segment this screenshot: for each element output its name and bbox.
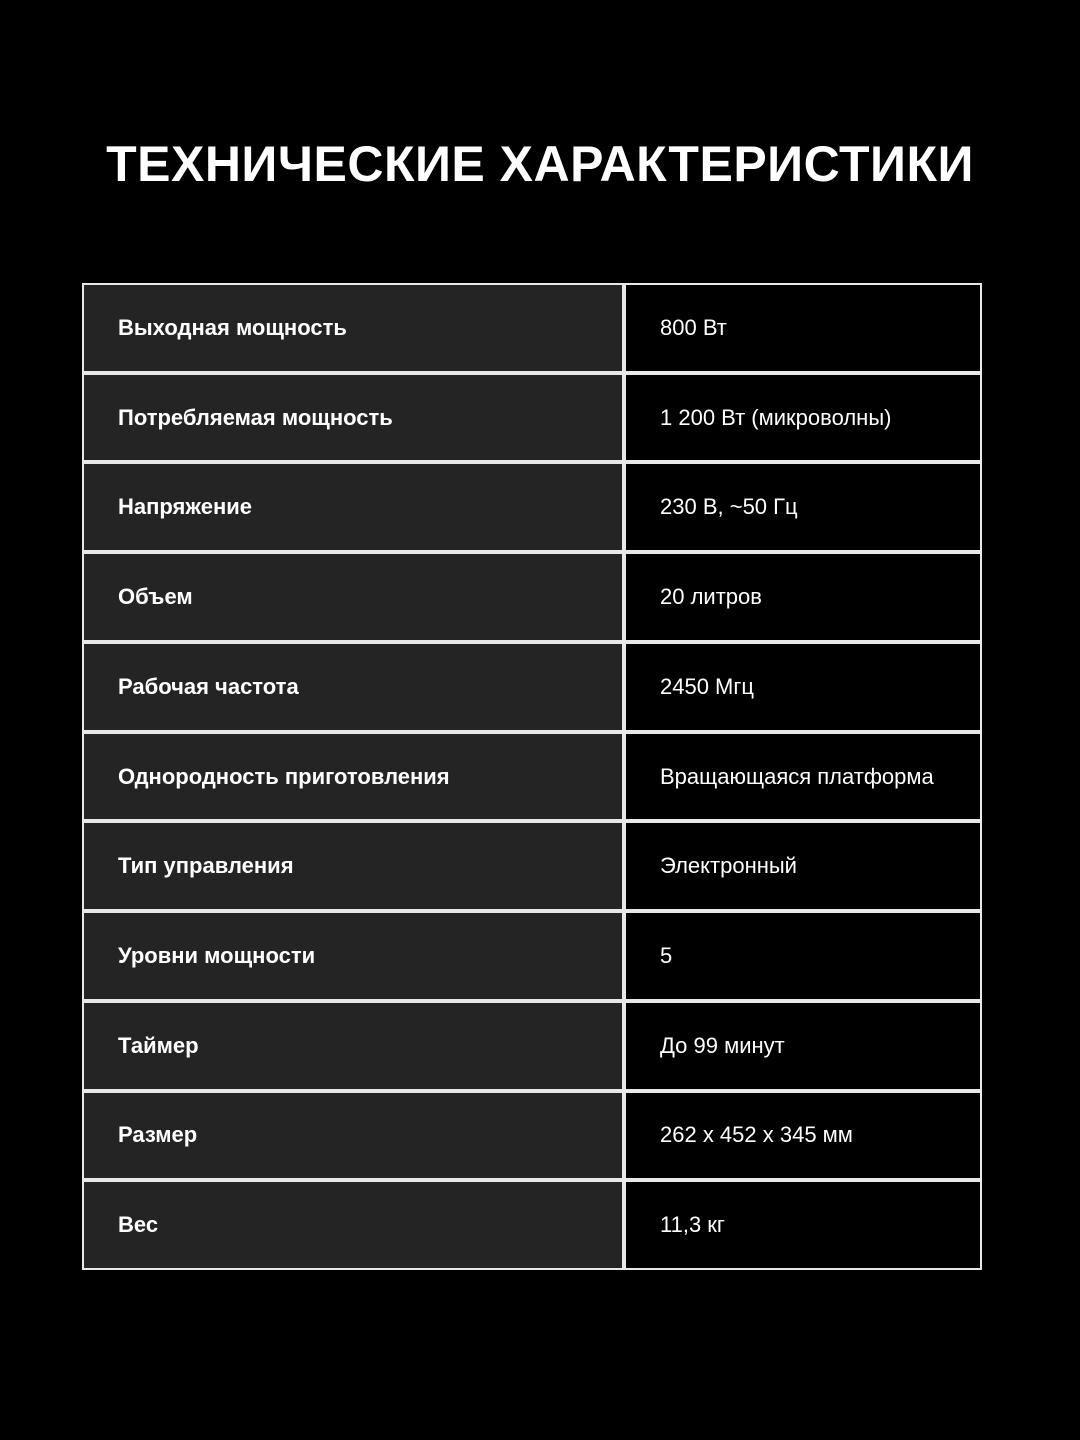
table-row (84, 285, 980, 371)
spec-label: Рабочая частота (84, 644, 622, 730)
spec-value: 2450 Мгц (626, 644, 980, 730)
table-row (84, 644, 980, 730)
spec-value: 1 200 Вт (микроволны) (626, 375, 980, 461)
spec-label: Напряжение (84, 464, 622, 550)
table-row (84, 1182, 980, 1268)
table-row (84, 375, 980, 461)
spec-label: Вес (84, 1182, 622, 1268)
spec-label: Выходная мощность (84, 285, 622, 371)
spec-label: Таймер (84, 1003, 622, 1089)
table-row (84, 1003, 980, 1089)
spec-value: 5 (626, 913, 980, 999)
spec-value: 262 x 452 x 345 мм (626, 1093, 980, 1179)
spec-value: До 99 минут (626, 1003, 980, 1089)
spec-table (82, 283, 982, 1270)
table-row (84, 554, 980, 640)
page-title: ТЕХНИЧЕСКИЕ ХАРАКТЕРИСТИКИ (106, 136, 974, 192)
spec-label: Объем (84, 554, 622, 640)
spec-value: 20 литров (626, 554, 980, 640)
spec-label: Тип управления (84, 823, 622, 909)
table-row (84, 913, 980, 999)
spec-value: Электронный (626, 823, 980, 909)
spec-label: Однородность приготовления (84, 734, 622, 820)
table-row (84, 1093, 980, 1179)
spec-label: Уровни мощности (84, 913, 622, 999)
spec-value: 230 В, ~50 Гц (626, 464, 980, 550)
table-row (84, 734, 980, 820)
table-row (84, 823, 980, 909)
spec-label: Потребляемая мощность (84, 375, 622, 461)
spec-label: Размер (84, 1093, 622, 1179)
spec-value: 11,3 кг (626, 1182, 980, 1268)
table-row (84, 464, 980, 550)
spec-value: Вращающаяся платформа (626, 734, 980, 820)
spec-value: 800 Вт (626, 285, 980, 371)
